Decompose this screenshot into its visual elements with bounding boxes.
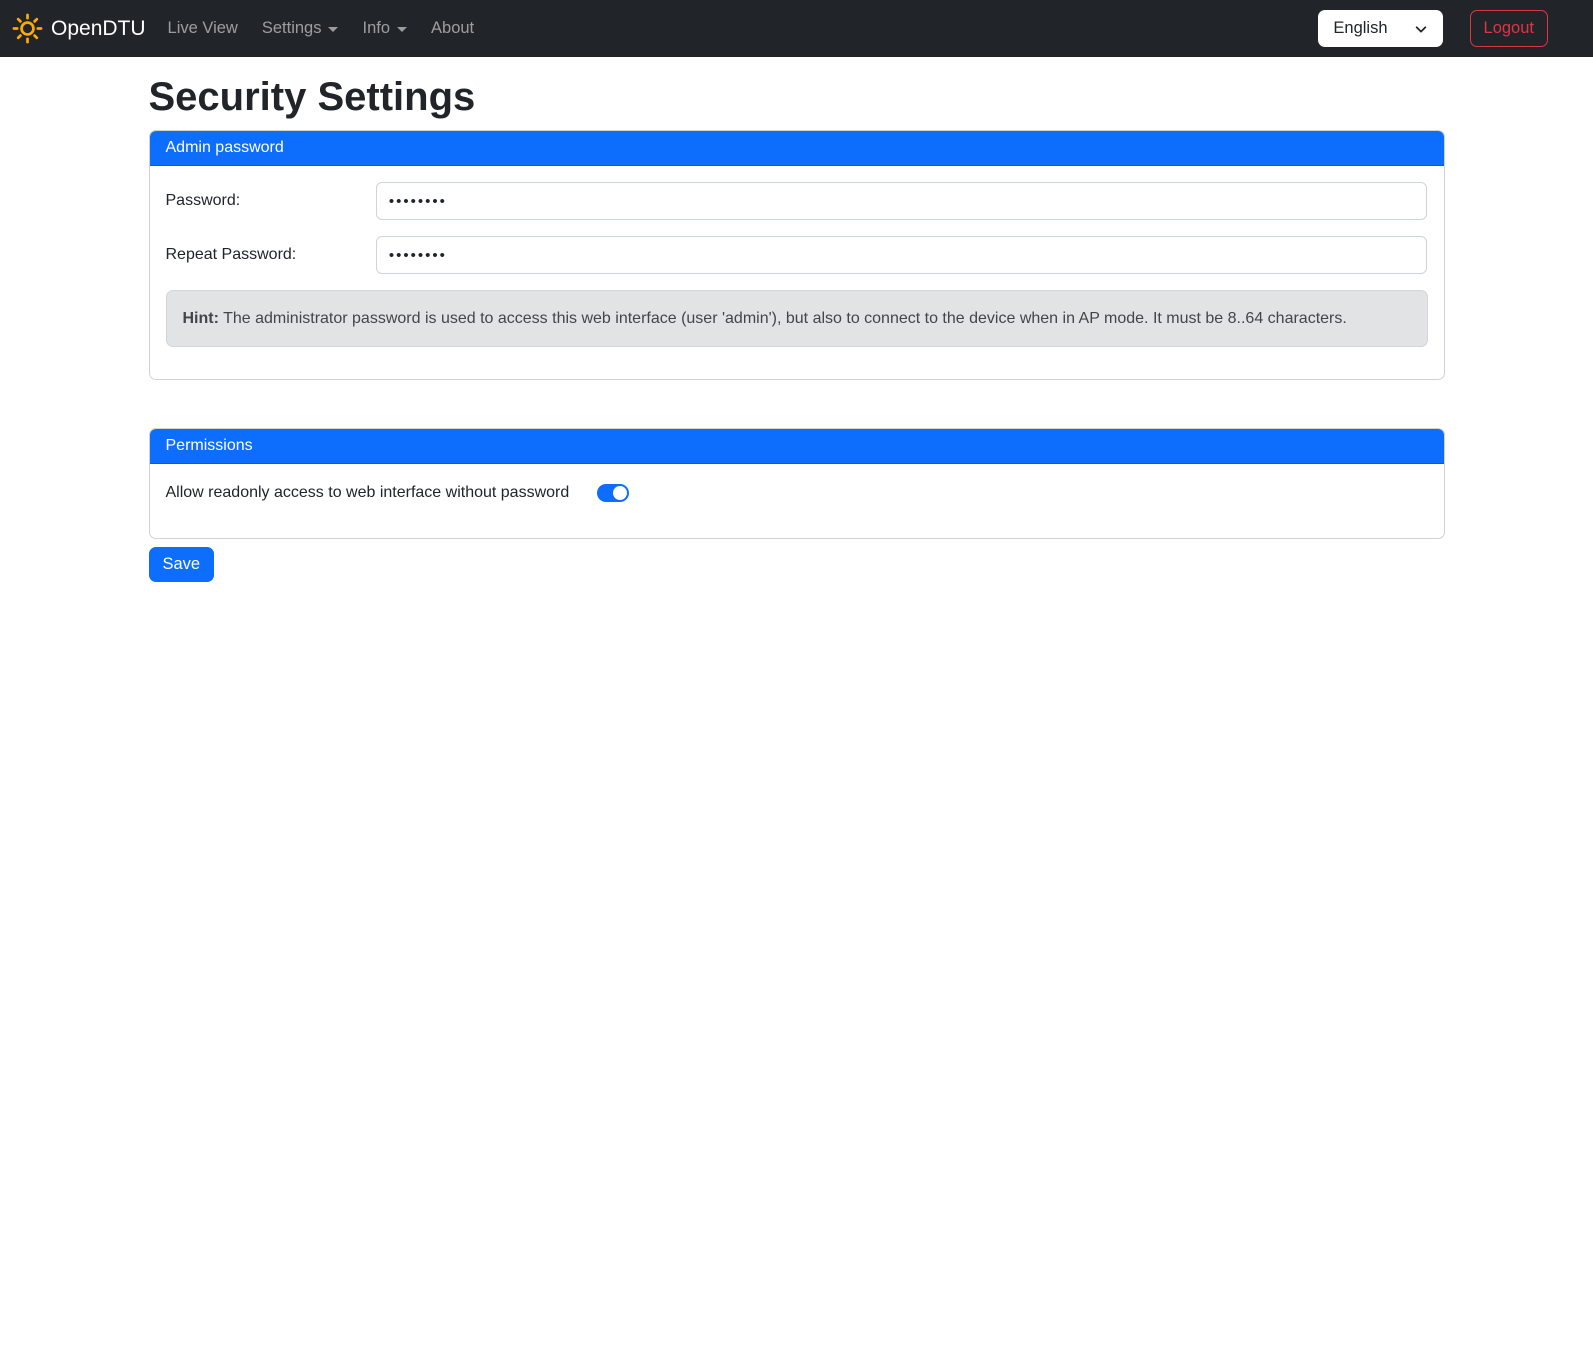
password-label: Password: [165, 192, 241, 209]
main-container [137, 57, 1457, 582]
nav-item-info[interactable] [354, 11, 415, 46]
logout-button[interactable]: Logout [1470, 10, 1548, 47]
permissions-card-header: Permissions [150, 429, 1444, 464]
page-title: Security Settings [148, 75, 476, 119]
repeat-password-row [166, 236, 1428, 274]
readonly-access-label: Allow readonly access to web interface without password [165, 484, 570, 502]
readonly-access-row [166, 480, 1428, 506]
hint-prefix: Hint: [182, 310, 219, 327]
admin-password-card-header: Admin password [150, 131, 1444, 166]
password-input-col [376, 182, 1428, 220]
readonly-access-toggle[interactable] [597, 484, 629, 502]
nav-item-settings[interactable] [254, 11, 347, 46]
repeat-password-input[interactable] [376, 236, 1428, 274]
chevron-down-icon [397, 27, 407, 32]
toggle-knob [613, 486, 627, 500]
nav-links [160, 11, 491, 46]
password-row [166, 182, 1428, 220]
nav-item-label: Live View [167, 19, 238, 37]
nav-item-label: About [431, 19, 475, 37]
nav-item-about[interactable] [423, 11, 482, 46]
chevron-down-icon [328, 27, 338, 32]
nav-item-label: Info [362, 19, 391, 37]
navbar-left [12, 11, 490, 46]
sun-icon [12, 13, 43, 44]
repeat-password-input-col [376, 236, 1428, 274]
permissions-card-body [150, 464, 1444, 538]
brand-title: OpenDTU [51, 16, 146, 40]
password-input[interactable] [376, 182, 1428, 220]
permissions-card [149, 428, 1445, 539]
nav-item-label: Settings [261, 19, 322, 37]
save-button[interactable]: Save [149, 547, 215, 582]
language-select[interactable] [1318, 10, 1442, 47]
admin-password-card-body [150, 166, 1444, 379]
password-hint [166, 290, 1428, 347]
brand-logo[interactable] [12, 13, 146, 44]
hint-text: The administrator password is used to access this web interface (user 'admin'), but also to connect to the device when in AP mode. It must be 8..64 characters. [218, 310, 1347, 327]
nav-item-live-view[interactable] [160, 11, 246, 46]
language-select-value: English [1333, 19, 1388, 37]
navbar [0, 0, 1593, 57]
admin-password-card [149, 130, 1445, 380]
chevron-down-icon [1414, 22, 1428, 36]
navbar-right [1318, 10, 1548, 47]
repeat-password-label: Repeat Password: [165, 246, 297, 263]
